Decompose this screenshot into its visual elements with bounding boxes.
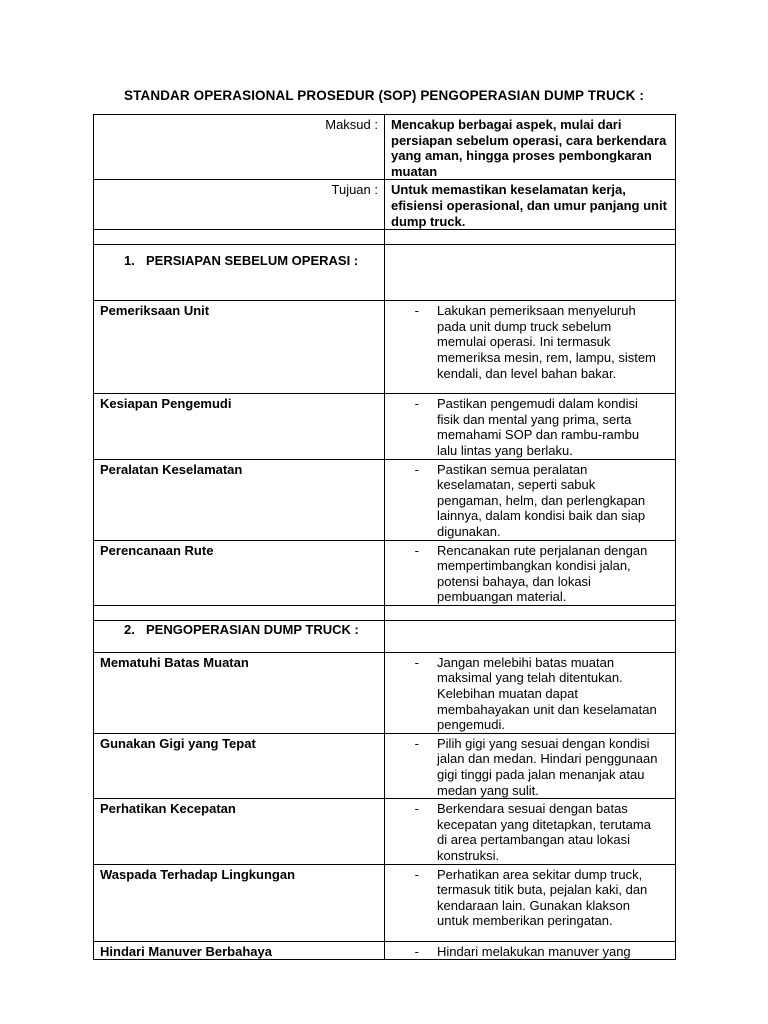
intro-row-tujuan bbox=[94, 180, 676, 230]
item-text: Pastikan pengemudi dalam kondisi fisik dan mental yang prima, serta memahami SOP dan rambu-rambu lalu lintas yang berlaku. bbox=[437, 396, 640, 458]
spacer-row bbox=[94, 230, 676, 245]
section-heading bbox=[94, 245, 385, 301]
dash-bullet: - bbox=[414, 943, 419, 959]
item-label: Perhatikan Kecepatan bbox=[94, 799, 385, 864]
item-description bbox=[385, 733, 676, 798]
item-description bbox=[385, 301, 676, 394]
item-text: Berkendara sesuai dengan batas kecepatan yang ditetapkan, terutama di area pertambangan atau lokasi konstruksi. bbox=[437, 801, 651, 863]
item-text: Pastikan semua peralatan keselamatan, seperti sabuk pengaman, helm, dan perlengkapan lainnya, dalam kondisi baik dan siap digunakan. bbox=[437, 461, 646, 539]
item-description bbox=[385, 540, 676, 605]
table-row bbox=[94, 301, 676, 394]
dash-bullet: - bbox=[414, 654, 419, 670]
table-row bbox=[94, 799, 676, 864]
table-row bbox=[94, 540, 676, 605]
dash-bullet: - bbox=[414, 396, 419, 412]
table-row bbox=[94, 733, 676, 798]
dash-bullet: - bbox=[414, 303, 419, 319]
intro-label: Maksud : bbox=[94, 115, 385, 180]
table-row bbox=[94, 652, 676, 733]
intro-row-maksud bbox=[94, 115, 676, 180]
section-header-row bbox=[94, 245, 676, 301]
item-label: Peralatan Keselamatan bbox=[94, 459, 385, 540]
item-description bbox=[385, 459, 676, 540]
item-text: Rencanakan rute perjalanan dengan mempertimbangkan kondisi jalan, potensi bahaya, dan lokasi pembuangan material. bbox=[437, 542, 648, 605]
dash-bullet: - bbox=[414, 735, 419, 751]
item-label: Pemeriksaan Unit bbox=[94, 301, 385, 394]
item-label: Hindari Manuver Berbahaya bbox=[94, 941, 385, 960]
table-row bbox=[94, 459, 676, 540]
item-text: Hindari melakukan manuver yang bbox=[437, 943, 631, 959]
item-text: Lakukan pemeriksaan menyeluruh pada unit dump truck sebelum memulai operasi. Ini termasuk memeriksa mesin, rem, lampu, sistem kendali, dan level bahan bakar. bbox=[437, 303, 656, 381]
sop-table-frame bbox=[93, 114, 675, 959]
intro-text: Untuk memastikan keselamatan kerja, efisiensi operasional, dan umur panjang unit dump truck. bbox=[385, 180, 676, 230]
dash-bullet: - bbox=[414, 542, 419, 558]
section-number: 2. bbox=[124, 621, 135, 637]
item-label: Gunakan Gigi yang Tepat bbox=[94, 733, 385, 798]
section-title: PENGOPERASIAN DUMP TRUCK : bbox=[146, 621, 359, 637]
section-title: PERSIAPAN SEBELUM OPERASI : bbox=[146, 253, 359, 269]
dash-bullet: - bbox=[414, 461, 419, 477]
table-row bbox=[94, 394, 676, 459]
section-number: 1. bbox=[124, 253, 135, 269]
item-description bbox=[385, 394, 676, 459]
section-empty-cell bbox=[385, 245, 676, 301]
item-text: Jangan melebihi batas muatan maksimal yang telah ditentukan. Kelebihan muatan dapat membahayakan unit dan keselamatan pengemudi. bbox=[437, 654, 657, 733]
spacer-row bbox=[94, 605, 676, 620]
item-text: Pilih gigi yang sesuai dengan kondisi jalan dan medan. Hindari penggunaan gigi tinggi pada jalan menanjak atau medan yang sulit. bbox=[437, 735, 658, 798]
item-label: Perencanaan Rute bbox=[94, 540, 385, 605]
item-text: Perhatikan area sekitar dump truck, termasuk titik buta, pejalan kaki, dan kendaraan lain. Gunakan klakson untuk memberikan peringatan. bbox=[437, 866, 648, 929]
sop-table bbox=[93, 114, 676, 960]
dash-bullet: - bbox=[414, 801, 419, 817]
table-row bbox=[94, 864, 676, 941]
item-description bbox=[385, 941, 676, 960]
item-description bbox=[385, 652, 676, 733]
item-label: Kesiapan Pengemudi bbox=[94, 394, 385, 459]
item-label: Mematuhi Batas Muatan bbox=[94, 652, 385, 733]
item-label: Waspada Terhadap Lingkungan bbox=[94, 864, 385, 941]
item-description bbox=[385, 799, 676, 864]
document-title: STANDAR OPERASIONAL PROSEDUR (SOP) PENGOPERASIAN DUMP TRUCK : bbox=[124, 88, 644, 103]
intro-label: Tujuan : bbox=[94, 180, 385, 230]
section-heading bbox=[94, 620, 385, 652]
section-empty-cell bbox=[385, 620, 676, 652]
section-header-row bbox=[94, 620, 676, 652]
intro-text: Mencakup berbagai aspek, mulai dari persiapan sebelum operasi, cara berkendara yang aman, hingga proses pembongkaran muatan bbox=[385, 115, 676, 180]
item-description bbox=[385, 864, 676, 941]
dash-bullet: - bbox=[414, 866, 419, 882]
table-row bbox=[94, 941, 676, 960]
